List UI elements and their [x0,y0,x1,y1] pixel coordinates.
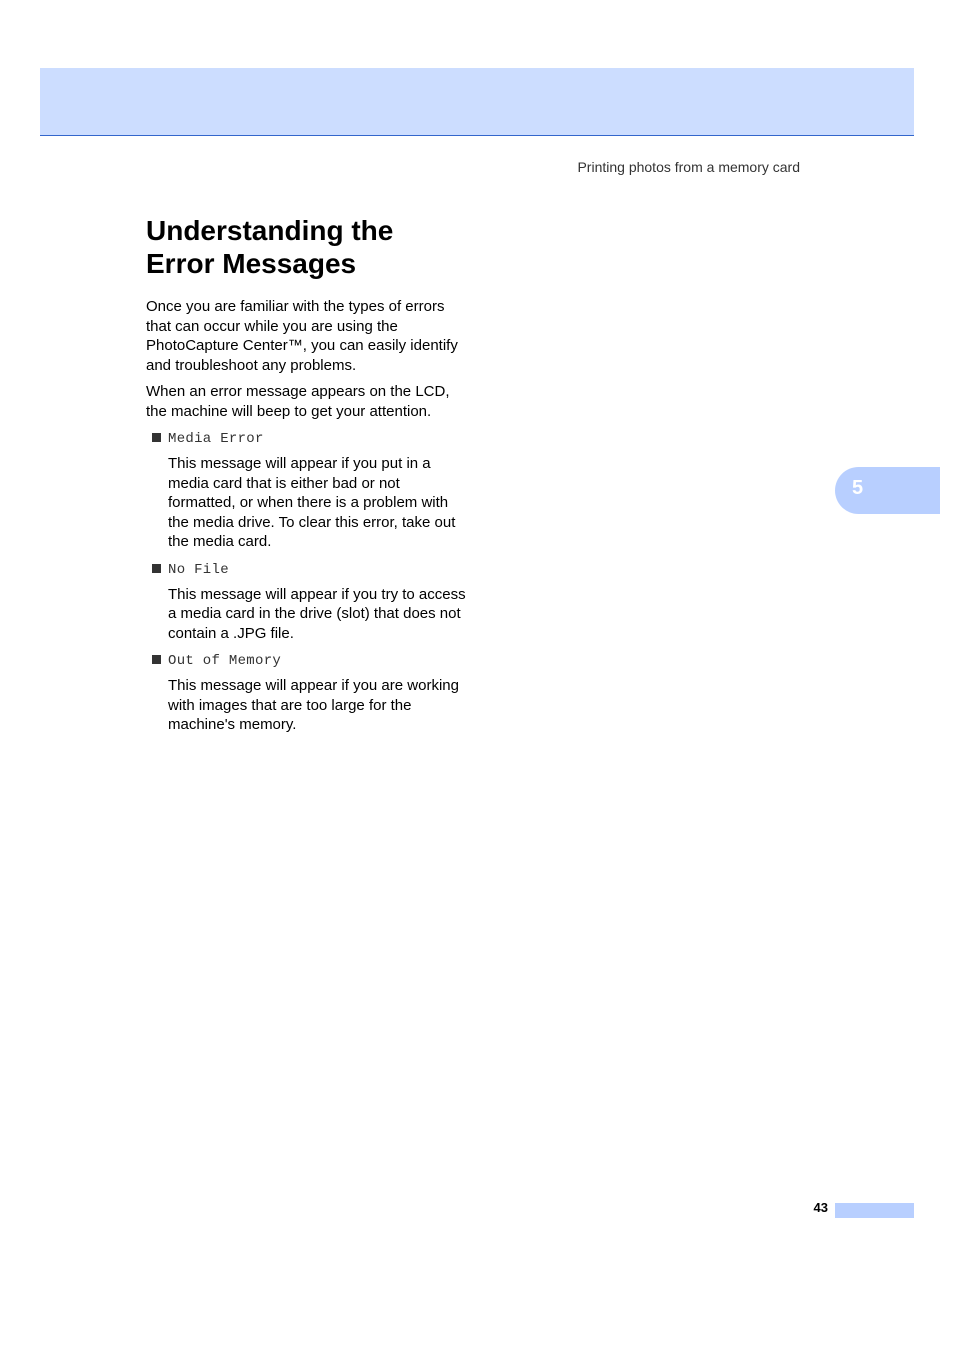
main-content [146,297,468,742]
chapter-number: 5 [852,477,864,499]
error-heading [146,428,468,448]
page-number: 43 [813,1200,828,1215]
square-bullet-icon [152,433,161,442]
error-item-media-error [146,428,468,552]
error-code: Out of Memory [168,653,282,669]
intro-paragraph: When an error message appears on the LCD, the machine will beep to get your attention. [146,383,450,420]
error-description: This message will appear if you put in a media card that is either bad or not formatted, or when there is a problem with the media drive. To clear this error, take out the media card. [168,455,456,550]
error-item-no-file [146,559,468,644]
error-item-out-of-memory [146,650,468,735]
error-heading [146,650,468,670]
error-heading [146,559,468,579]
page-number-bar [835,1203,914,1218]
square-bullet-icon [152,564,161,573]
intro-paragraph: Once you are familiar with the types of errors that can occur while you are using the PhotoCapture Center™, you can easily identify and troubleshoot any problems. [146,298,458,374]
page-title-line-2: Error Messages [146,248,357,279]
page-title-line-1: Understanding the [146,215,394,246]
running-head: Printing photos from a memory card [577,159,800,175]
error-code: No File [168,561,229,578]
header-band [40,68,914,136]
error-description: This message will appear if you try to access a media card in the drive (slot) that does not contain a .JPG file. [168,585,466,642]
page-title [146,214,476,280]
error-code: Media Error [168,431,264,447]
chapter-tab [835,467,940,514]
square-bullet-icon [152,655,161,664]
error-description: This message will appear if you are working with images that are too large for the machine's memory. [168,677,459,733]
